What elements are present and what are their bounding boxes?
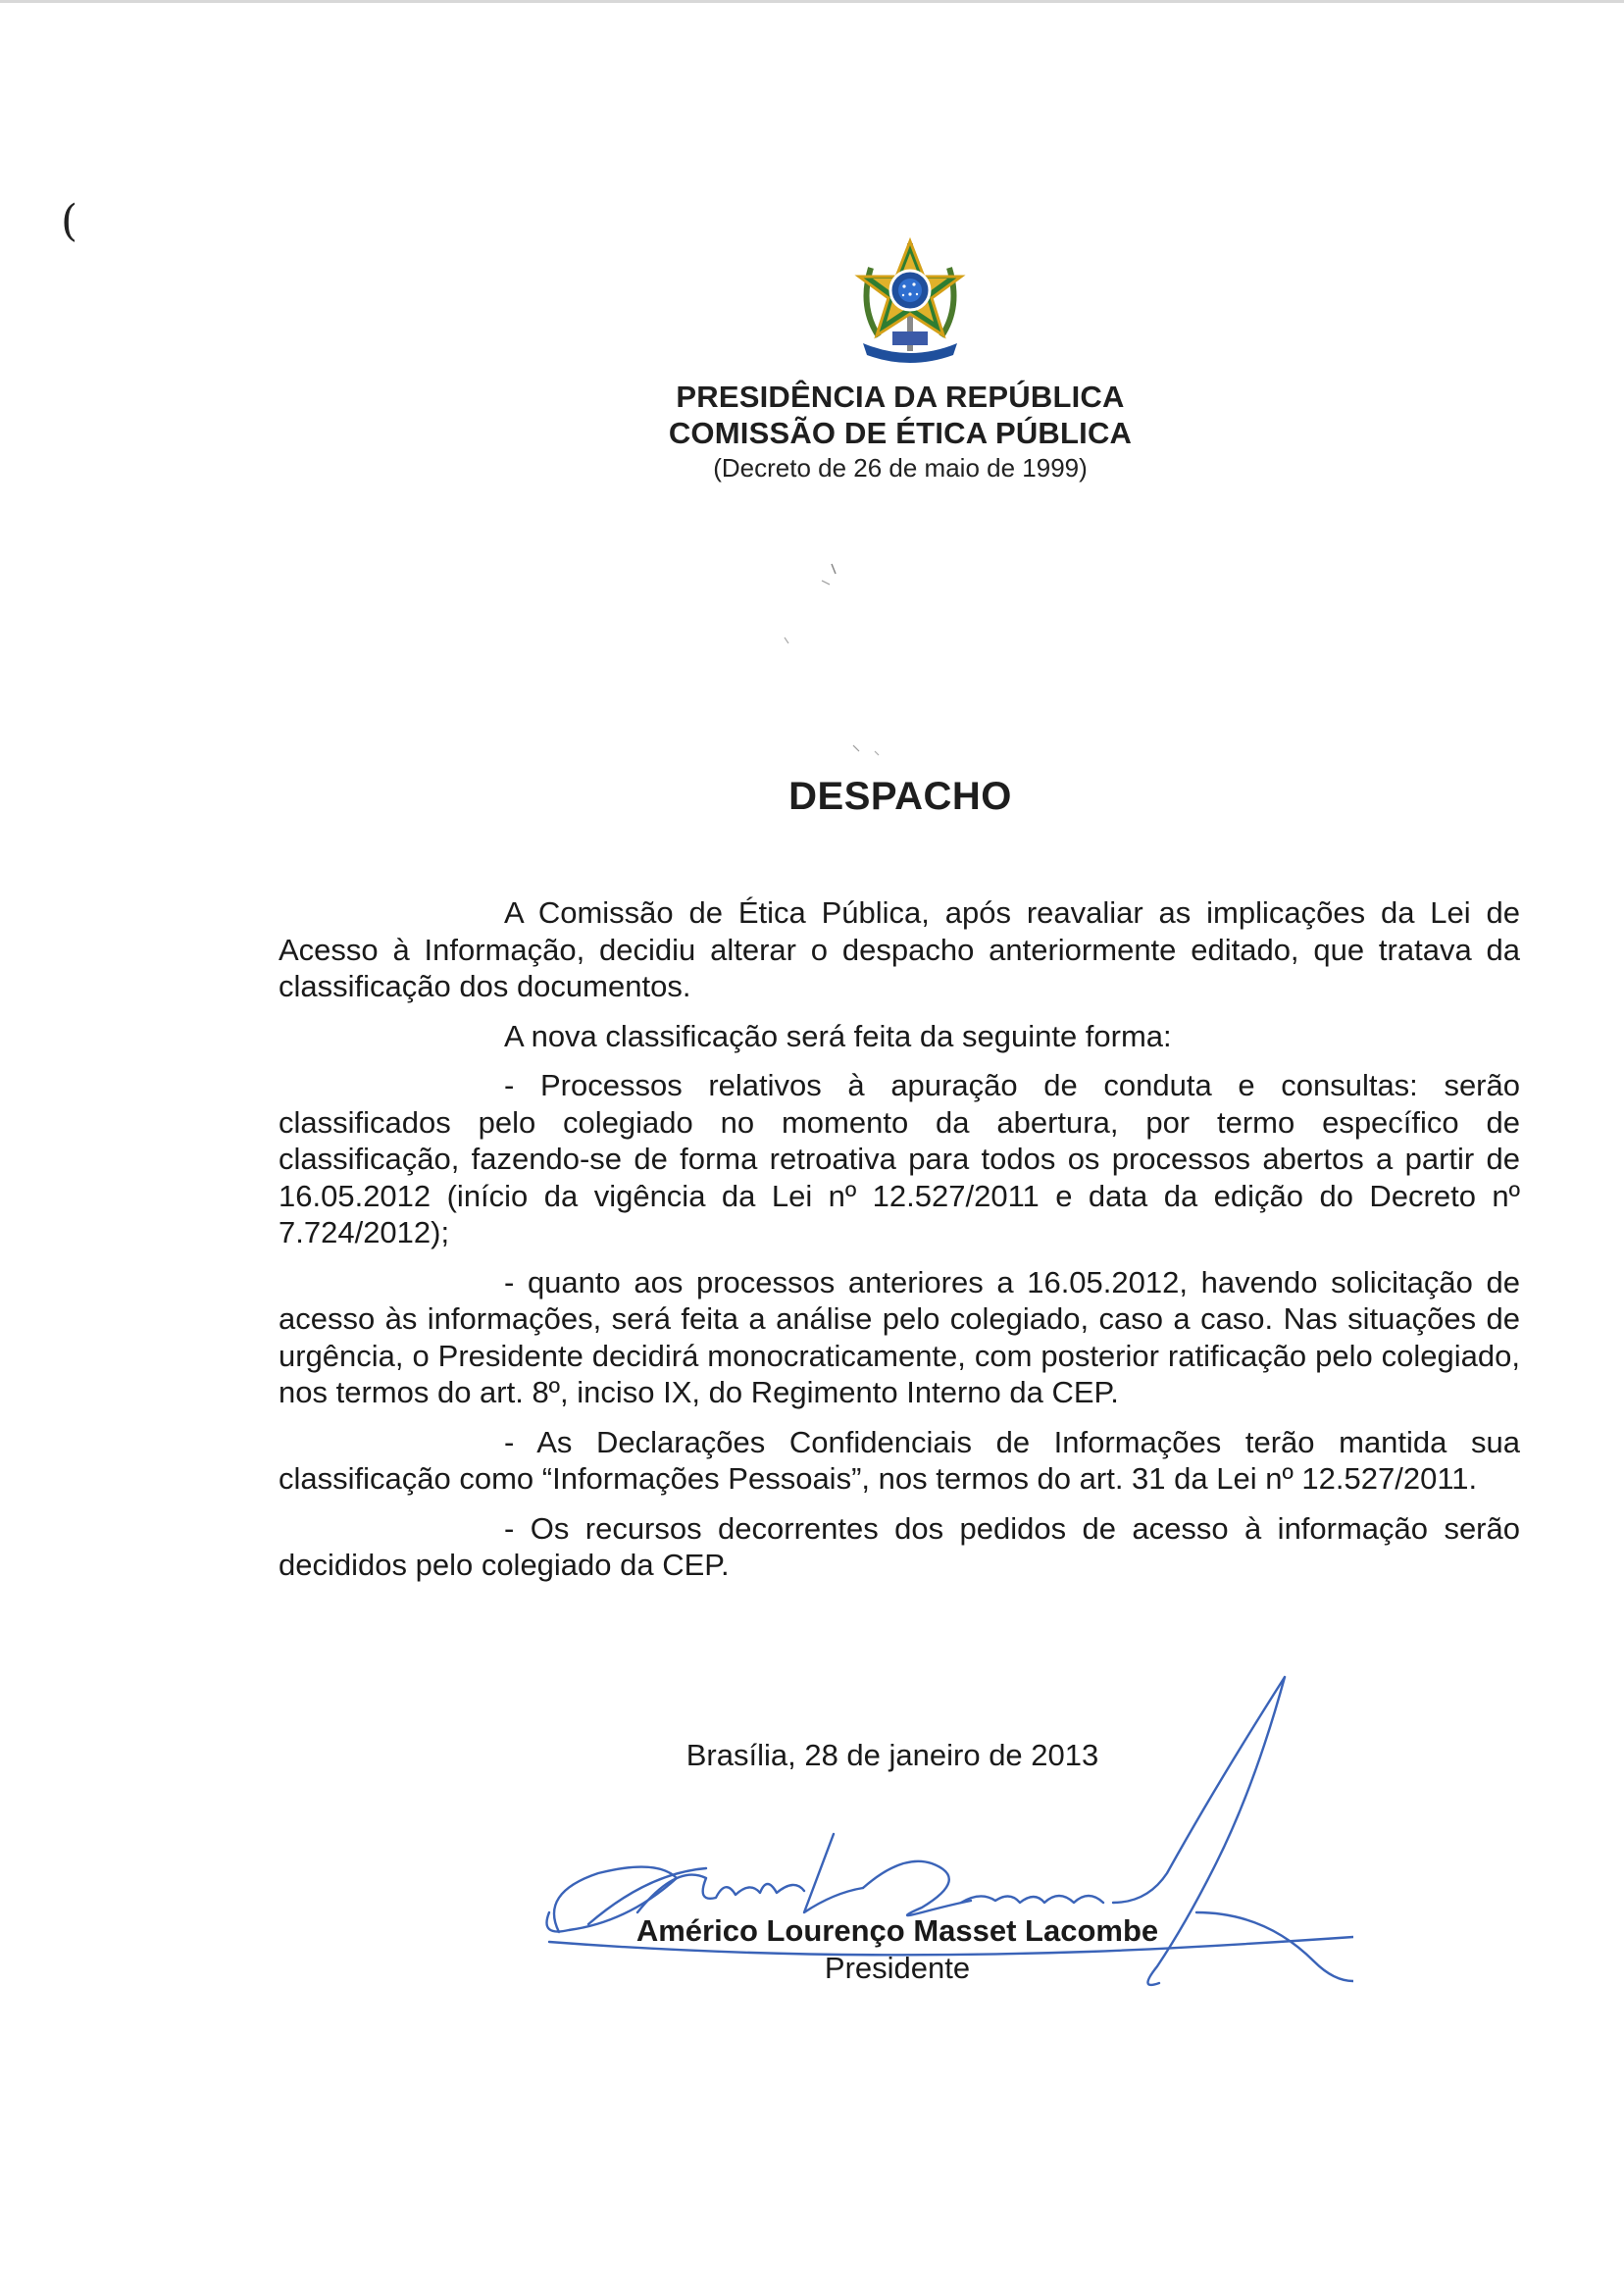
paragraph: - As Declarações Confidenciais de Informações terão mantida sua classificação como “Informações Pessoais”, nos termos do art. 31 da Lei nº 12.527/2011. — [279, 1424, 1520, 1496]
paragraph: - quanto aos processos anteriores a 16.05.2012, havendo solicitação de acesso às informações, será feita a análise pelo colegiado, caso a caso. Nas situações de urgência, o Presidente decidirá monocraticamente, com posterior ratificação pelo colegiado, nos termos do art. 8º, inciso IX, do Regimento Interno da CEP. — [279, 1264, 1520, 1409]
scan-artifact-mark: ( — [61, 196, 78, 246]
coat-of-arms-icon — [849, 233, 971, 371]
paragraph: - Os recursos decorrentes dos pedidos de acesso à informação serão decididos pelo colegiado da CEP. — [279, 1510, 1520, 1582]
header-decree: (Decreto de 26 de maio de 1999) — [713, 453, 1088, 483]
signer-role: Presidente — [824, 1951, 971, 1985]
scan-specks — [765, 559, 902, 775]
document-body — [279, 894, 1520, 1597]
place-and-date: Brasília, 28 de janeiro de 2013 — [685, 1738, 1099, 1772]
header-presidency: PRESIDÊNCIA DA REPÚBLICA — [676, 380, 1125, 414]
document-header — [549, 379, 1251, 484]
header-commission: COMISSÃO DE ÉTICA PÚBLICA — [668, 416, 1133, 450]
signer-block — [549, 1912, 1245, 1987]
paragraph: A Comissão de Ética Pública, após reavaliar as implicações da Lei de Acesso à Informação, decidiu alterar o despacho anteriormente editado, que tratava da classificação dos documentos. — [279, 895, 1520, 1003]
scan-edge-line — [0, 0, 1624, 3]
document-title: DESPACHO — [788, 775, 1012, 818]
paragraph: A nova classificação será feita da seguinte forma: — [504, 1018, 1172, 1053]
signer-name: Américo Lourenço Masset Lacombe — [635, 1913, 1159, 1948]
paragraph: - Processos relativos à apuração de conduta e consultas: serão classificados pelo colegiado no momento da abertura, por termo específico de classificação, fazendo-se de forma retroativa para todos os processos abertos a partir de 16.05.2012 (início da vigência da Lei nº 12.527/2011 e data da edição do Decreto nº 7.724/2012); — [279, 1068, 1520, 1249]
